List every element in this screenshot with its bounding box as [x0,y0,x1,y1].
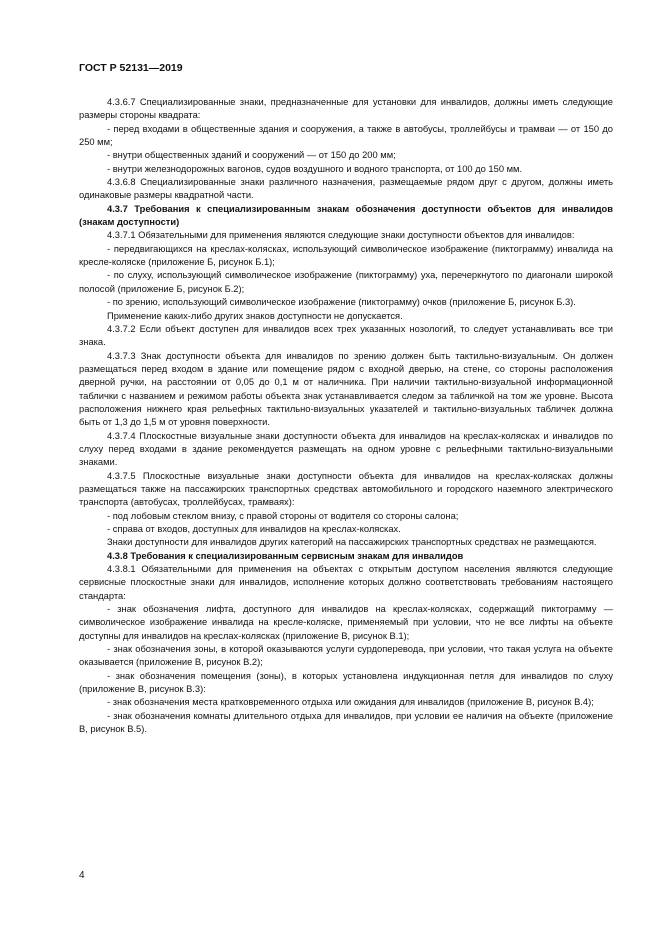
list-item: - по зрению, использующий символическое изображение (пиктограмму) очков (приложение Б, рисунок Б.3). [107,297,576,308]
section-heading-4-3-7: 4.3.7 Требования к специализированным знакам обозначения доступности объектов для инвалидов (знакам доступности) [79,203,613,228]
list-item: - знак обозначения места кратковременного отдыха или ожидания для инвалидов (приложение В, рисунок В.4); [107,697,594,708]
list-item: - внутри железнодорожных вагонов, судов воздушного и водного транспорта, от 100 до 150 мм. [107,163,523,174]
paragraph-4-3-8-1: 4.3.8.1 Обязательными для применения на объектах с открытым доступом населения являются следующие сервисные плоскостные знаки для инвалидов, исполнение которых должно соответствовать требованиям настоящего стандарта: [79,564,613,601]
section-heading-4-3-8: 4.3.8 Требования к специализированным сервисным знакам для инвалидов [107,550,464,561]
list-item: - знак обозначения зоны, в которой оказываются услуги сурдоперевода, при условии, что такая услуга на объекте оказывается (приложение В, рисунок В.2); [79,644,613,668]
list-item: - по слуху, использующий символическое изображение (пиктограмму) уха, перечеркнутого по диагонали широкой полосой (приложение Б, рисунок Б.2); [79,270,613,294]
page-number: 4 [79,870,85,881]
paragraph-4-3-6-7: 4.3.6.7 Специализированные знаки, предназначенные для установки для инвалидов, должны иметь следующие размеры стороны квадрата: [79,97,613,121]
list-item: - знак обозначения комнаты длительного отдыха для инвалидов, при условии ее наличия на объекте (приложение В, рисунок В.5). [79,710,613,735]
document-body [79,96,613,737]
paragraph-note: Знаки доступности для инвалидов других категорий на пассажирских транспортных средствах не размещаются. [107,537,597,548]
list-item: - знак обозначения помещения (зоны), в которых установлена индукционная петля для инвалидов по слуху (приложение В, рисунок В.3): [79,670,613,695]
list-item: - справа от входов, доступных для инвалидов на креслах-колясках. [107,524,401,534]
paragraph-4-3-7-2: 4.3.7.2 Если объект доступен для инвалидов всех трех указанных нозологий, то следует устанавливать все три знака. [79,323,613,348]
list-item: - знак обозначения лифта, доступного для инвалидов на креслах-колясках, содержащий пиктограмму — символическое изображение инвалида на кресле-коляске, применяемый при условии, что не все лифты на объекте доступны для инвалидов на креслах-колясках (приложение В, рисунок В.1); [79,604,613,641]
list-item: - внутри общественных зданий и сооружений — от 150 до 200 мм; [107,150,396,161]
paragraph-4-3-6-8: 4.3.6.8 Специализированные знаки различного назначения, размещаемые рядом друг с другом, должны иметь одинаковые размеры квадратной части. [79,177,613,201]
paragraph-4-3-7-5: 4.3.7.5 Плоскостные визуальные знаки доступности объекта для инвалидов на креслах-колясках должны размещаться также на пассажирских транспортных средствах автомобильного и городского наземного электрического транспорта (автобусах, троллейбусах, трамваях): [79,470,613,508]
paragraph-4-3-7-1: 4.3.7.1 Обязательными для применения являются следующие знаки доступности объектов для инвалидов: [107,230,575,241]
list-item: - под лобовым стеклом внизу, с правой стороны от водителя со стороны салона; [107,510,459,521]
list-item: - передвигающихся на креслах-колясках, использующий символическое изображение (пиктограмму) инвалида на кресле-коляске (приложение Б, рисунок Б.1); [79,243,613,268]
document-header: ГОСТ Р 52131—2019 [79,62,183,74]
paragraph-note: Применение каких-либо других знаков доступности не допускается. [107,310,403,321]
paragraph-4-3-7-3: 4.3.7.3 Знак доступности объекта для инвалидов по зрению должен быть тактильно-визуальным. Он должен размещаться перед входом в здание или помещение рядом с входной дверью, на стене, со стороны расположения дверной ручки, на расстоянии от 0,05 до 0,1 м от наличника. При наличии тактильно-визуальной информационной таблички с названием и режимом работы объекта знак устанавливается следом за табличкой на том же уровне. Высота расположения нижнего края рельефных тактильно-визуальных указателей и тактильно-визуальных табличек должна быть от 1,3 до 1,5 м от уровня поверхности. [79,350,613,428]
list-item: - перед входами в общественные здания и сооружения, а также в автобусы, троллейбусы и трамваи — от 150 до 250 мм; [79,123,613,148]
paragraph-4-3-7-4: 4.3.7.4 Плоскостные визуальные знаки доступности объекта для инвалидов на креслах-колясках и инвалидов по слуху перед входами в здание рекомендуется размещать на одном уровне с рельефными тактильно-визуальными знаками. [79,430,613,468]
